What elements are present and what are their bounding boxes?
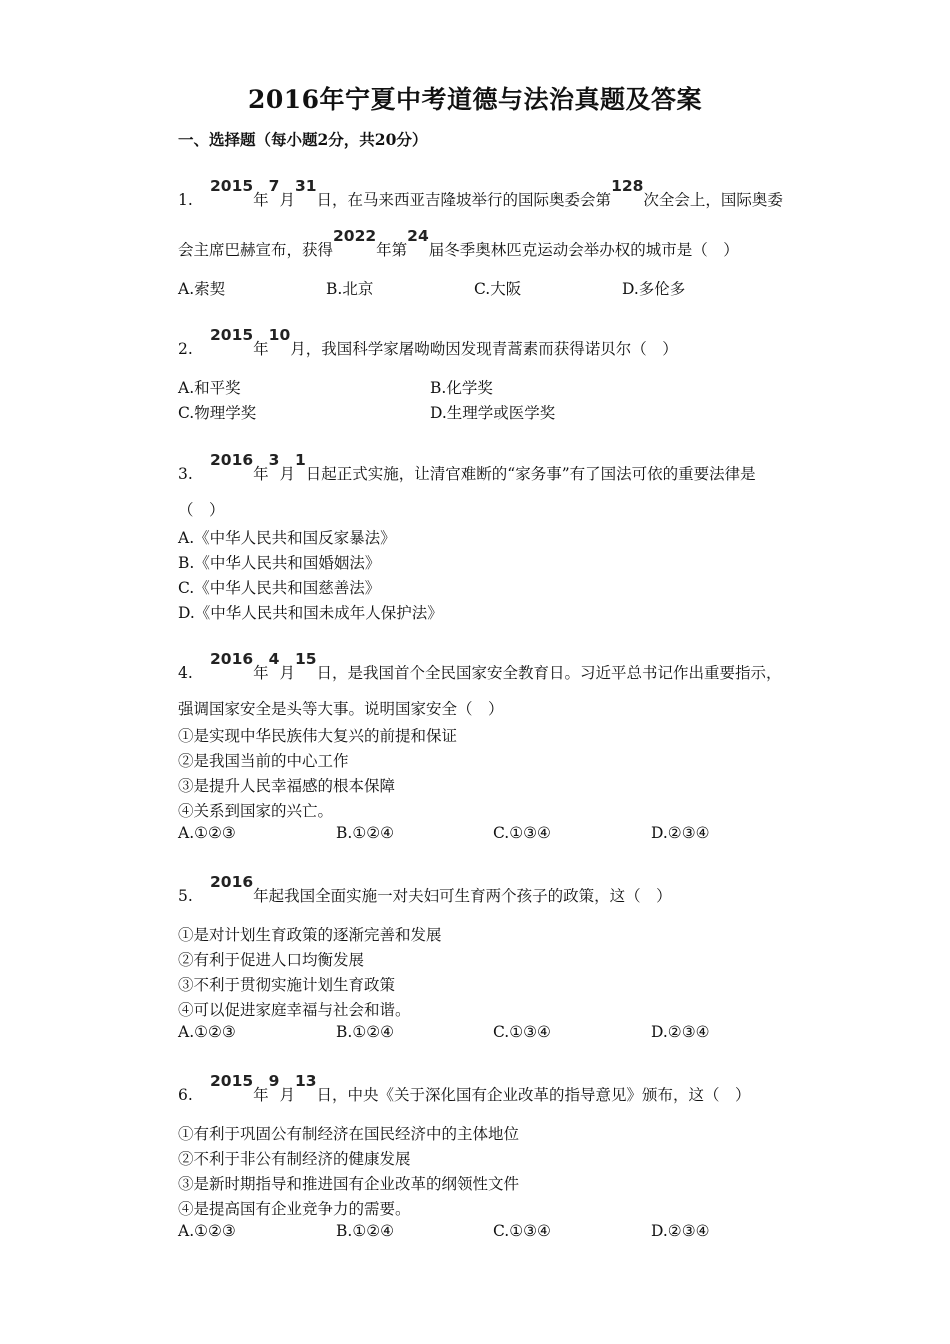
question-text: 次全会上，国际奥委 — [643, 191, 783, 209]
question-text: 日，中央《关于深化国有企业改革的指导意见》颁布，这（ ） — [316, 1086, 751, 1104]
statement-2: ②有利于促进人口均衡发展 — [178, 951, 365, 969]
option-c: C.大阪 — [474, 280, 522, 298]
statement-1: ①有利于巩固公有制经济在国民经济中的主体地位 — [178, 1125, 520, 1143]
option-b: B.北京 — [326, 280, 374, 298]
option-d: D.生理学或医学奖 — [430, 404, 556, 422]
raised-number: 24 — [407, 227, 429, 245]
raised-number: 10 — [268, 326, 291, 344]
raised-number: 2016 — [210, 650, 254, 668]
question-text: 年 — [253, 191, 269, 209]
question-text: 会主席巴赫宣布，获得 — [178, 241, 334, 259]
raised-number: 2016 — [210, 873, 254, 891]
option-a: A.《中华人民共和国反家暴法》 — [178, 529, 396, 547]
option-c: C.①③④ — [493, 1023, 551, 1041]
question-text: 年起我国全面实施一对夫妇可生育两个孩子的政策，这（ ） — [253, 887, 672, 905]
section-heading: 一、选择题（每小题2分，共20分） — [178, 130, 428, 149]
raised-number: 128 — [611, 177, 644, 195]
question-text: 年 — [253, 664, 269, 682]
page-title: 2016年宁夏中考道德与法治真题及答案 — [247, 85, 703, 114]
question-3-line-2: （ ） — [178, 501, 225, 519]
statement-1: ①是对计划生育政策的逐渐完善和发展 — [178, 926, 442, 944]
question-2-line-1 — [178, 326, 678, 359]
statement-2: ②不利于非公有制经济的健康发展 — [178, 1150, 411, 1168]
raised-number: 7 — [268, 177, 280, 195]
option-d: D.《中华人民共和国未成年人保护法》 — [178, 604, 443, 622]
raised-number: 2015 — [210, 326, 254, 344]
statement-1: ①是实现中华民族伟大复兴的前提和保证 — [178, 727, 458, 745]
option-b: B.①②④ — [336, 1023, 395, 1041]
question-text: 月 — [279, 1086, 295, 1104]
question-text: 月 — [279, 191, 295, 209]
option-a: A.索契 — [178, 280, 226, 298]
option-c: C.物理学奖 — [178, 404, 257, 422]
question-1-line-1 — [178, 177, 783, 210]
statement-3: ③不利于贯彻实施计划生育政策 — [178, 976, 396, 994]
question-text: 日，是我国首个全民国家安全教育日。习近平总书记作出重要指示， — [316, 664, 782, 682]
question-6-line-1 — [178, 1072, 751, 1105]
question-text: 年 — [253, 465, 269, 483]
option-b: B.①②④ — [336, 824, 395, 842]
statement-3: ③是提升人民幸福感的根本保障 — [178, 777, 396, 795]
option-a: A.①②③ — [178, 1222, 236, 1240]
raised-number: 9 — [268, 1072, 280, 1090]
question-text: 年第 — [376, 241, 408, 259]
option-c: C.①③④ — [493, 824, 551, 842]
option-a: A.和平奖 — [178, 379, 241, 397]
raised-number: 2015 — [210, 177, 254, 195]
question-number: 5. — [178, 887, 193, 905]
raised-number: 4 — [268, 650, 280, 668]
question-number: 1. — [178, 191, 193, 209]
statement-4: ④可以促进家庭幸福与社会和谐。 — [178, 1001, 411, 1019]
question-4-line-1 — [178, 650, 782, 683]
option-d: D.②③④ — [651, 1222, 710, 1240]
option-b: B.化学奖 — [430, 379, 493, 397]
question-3-line-1 — [178, 451, 756, 484]
statement-2: ②是我国当前的中心工作 — [178, 752, 349, 770]
raised-number: 15 — [294, 650, 317, 668]
raised-number: 3 — [268, 451, 280, 469]
question-number: 4. — [178, 664, 193, 682]
question-text: 月 — [279, 465, 295, 483]
option-c: C.《中华人民共和国慈善法》 — [178, 579, 381, 597]
question-1-line-2 — [178, 227, 739, 260]
raised-number: 31 — [294, 177, 317, 195]
raised-number: 2022 — [333, 227, 377, 245]
question-5-line-1 — [178, 873, 672, 906]
raised-number: 1 — [294, 451, 306, 469]
option-a: A.①②③ — [178, 1023, 236, 1041]
option-d: D.②③④ — [651, 824, 710, 842]
question-number: 2. — [178, 340, 193, 358]
raised-number: 2016 — [210, 451, 254, 469]
question-text: 届冬季奥林匹克运动会举办权的城市是（ ） — [428, 241, 739, 259]
question-text: 年 — [253, 1086, 269, 1104]
option-d: D.②③④ — [651, 1023, 710, 1041]
question-text: 日，在马来西亚吉隆坡举行的国际奥委会第 — [316, 191, 612, 209]
option-c: C.①③④ — [493, 1222, 551, 1240]
statement-3: ③是新时期指导和推进国有企业改革的纲领性文件 — [178, 1175, 520, 1193]
question-text: 月 — [279, 664, 295, 682]
question-number: 3. — [178, 465, 193, 483]
option-b: B.①②④ — [336, 1222, 395, 1240]
question-number: 6. — [178, 1086, 193, 1104]
option-b: B.《中华人民共和国婚姻法》 — [178, 554, 381, 572]
statement-4: ④关系到国家的兴亡。 — [178, 802, 334, 820]
question-text: 日起正式实施，让清官难断的“家务事”有了国法可依的重要法律是 — [305, 465, 756, 483]
question-4-line-2: 强调国家安全是头等大事。说明国家安全（ ） — [178, 700, 504, 718]
raised-number: 2015 — [210, 1072, 254, 1090]
raised-number: 13 — [294, 1072, 317, 1090]
statement-4: ④是提高国有企业竞争力的需要。 — [178, 1200, 411, 1218]
option-d: D.多伦多 — [622, 280, 686, 298]
question-text: 月，我国科学家屠呦呦因发现青蒿素而获得诺贝尔（ ） — [290, 340, 678, 358]
option-a: A.①②③ — [178, 824, 236, 842]
question-text: 年 — [253, 340, 269, 358]
